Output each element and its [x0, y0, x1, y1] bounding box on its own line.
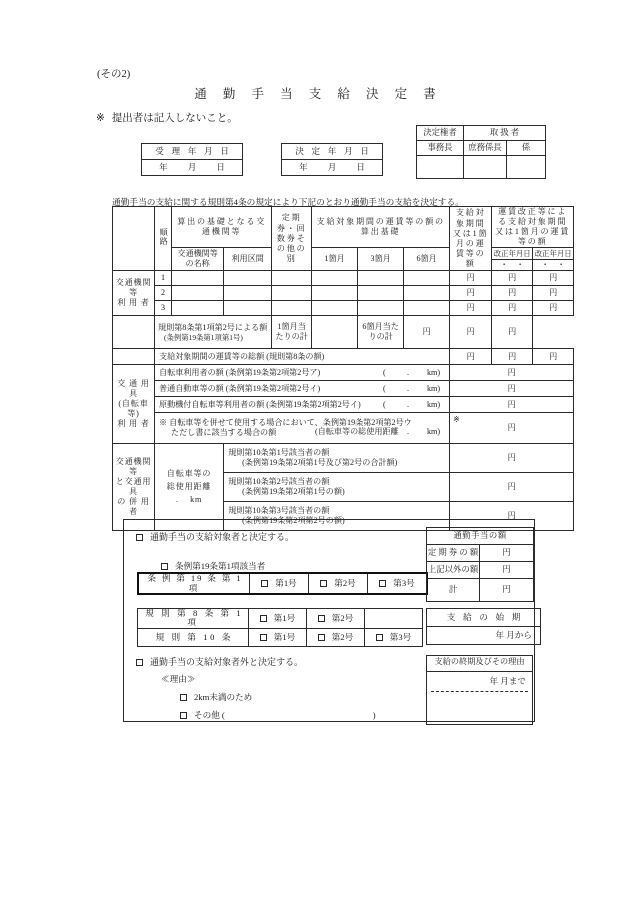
checkbox-kisoku8-item-1[interactable] — [260, 615, 267, 622]
receipt-day: 日 — [216, 161, 225, 172]
main-header-period-amount: 支給対象期間又は1箇月の運賃等の額 — [450, 207, 492, 271]
main-header-m6: 6箇月 — [404, 248, 450, 271]
checkbox-kisoku10-item-1[interactable] — [260, 634, 267, 641]
cell-section-3[interactable] — [224, 301, 272, 316]
allowance-total-label: 計 — [427, 579, 480, 602]
decision-month: 月 — [327, 161, 337, 172]
vehicle-row-2-paren: ( — [383, 383, 386, 393]
main-header-m1: 1箇月 — [312, 248, 358, 271]
route-no-1: 1 — [155, 271, 172, 286]
cell-m6-3[interactable] — [404, 301, 450, 316]
cell-period-3[interactable]: 円 — [450, 301, 492, 316]
cell-period-2[interactable]: 円 — [450, 286, 492, 301]
payment-end-value: 年 月まで — [489, 676, 526, 686]
vehicle-row-2-amount[interactable]: 円 — [450, 381, 574, 397]
vehicle-row-1-dot: . — [407, 367, 410, 377]
payment-end-divider — [431, 691, 528, 692]
cell-ticket-3[interactable] — [272, 301, 312, 316]
cell-m1-2[interactable] — [312, 286, 358, 301]
authority-stamp-cell-2[interactable] — [464, 156, 507, 179]
jourei-item-1[interactable]: 第1号 — [250, 573, 309, 594]
jourei-item-3[interactable]: 第3号 — [368, 573, 428, 594]
kisoku8-label: 規 則 第 8 条 第 1 項 — [138, 609, 249, 629]
checkbox-kisoku10-item-3[interactable] — [376, 634, 383, 641]
receipt-date-label: 受 理 年 月 日 — [142, 144, 243, 160]
cell-period-1[interactable]: 円 — [450, 271, 492, 286]
decision-option-eligible-label: 通勤手当の支給対象者と決定する。 — [150, 532, 295, 542]
decision-date-box — [281, 143, 383, 176]
kisoku8-item-2[interactable]: 第2号 — [307, 609, 365, 629]
checkbox-jourei-item-2[interactable] — [320, 580, 327, 587]
decision-option-ineligible-label: 通勤手当の支給対象者外と決定する。 — [150, 657, 304, 667]
reason-option-other-label: その他 ( — [194, 710, 225, 720]
checkbox-kisoku8-item-2[interactable] — [318, 615, 325, 622]
vehicle-row-1-amount[interactable]: 円 — [450, 365, 574, 381]
authority-stamp-cell-3[interactable] — [507, 156, 546, 179]
main-header-blank — [113, 207, 155, 271]
notice-text: 提出者は記入しないこと。 — [111, 113, 238, 124]
decision-date-value[interactable] — [282, 160, 383, 176]
checkbox-ineligible[interactable] — [136, 659, 143, 666]
cell-rev1-2[interactable]: 円 — [492, 286, 533, 301]
combined-total-distance[interactable]: 自転車等の 総使用距離 . km — [155, 444, 224, 531]
allowance-other-value[interactable]: 円 — [480, 562, 534, 579]
vehicle-row-3-amount[interactable]: 円 — [450, 397, 574, 413]
cell-rev1-1[interactable]: 円 — [492, 271, 533, 286]
vehicle-row-1: 自転車利用者の額 (条例第19条第2項第2号ア) ( . km) — [155, 365, 450, 381]
checkbox-reason-other[interactable] — [180, 712, 187, 719]
checkbox-eligible[interactable] — [136, 534, 143, 541]
main-header-ticket-type: 定期券・回数券その他の別 — [272, 207, 312, 271]
main-header-basis-name: 交通機関等の名称 — [172, 248, 224, 271]
allowance-pass-label: 定 期 券 の 額 — [427, 545, 480, 562]
authority-stamp-cell-1[interactable] — [417, 156, 464, 179]
rule8-rev1[interactable]: 円 — [450, 316, 492, 349]
main-header-revision-date-1: 改正年月日 ・ ・ — [492, 248, 533, 271]
vehicle-note-mark-icon: ※ — [453, 415, 460, 425]
main-header-revision-date-2: 改正年月日 ・ ・ — [533, 248, 574, 271]
vehicle-row-3: 原動機付自転車等利用者の額 (条例第19条第2項第2号イ) ( . km) — [155, 397, 450, 413]
authority-box — [416, 125, 546, 179]
total-spacer — [113, 349, 155, 365]
decision-option-eligible[interactable] — [136, 530, 294, 543]
cell-section-2[interactable] — [224, 286, 272, 301]
combined-row-1: 規則第10条第1号該当者の額 (条例第19条第2項第1号及び第2号の合計額) — [224, 444, 450, 473]
receipt-date-box — [141, 143, 243, 176]
total-label: 支給対象期間の運賃等の総額 (規則第8条の額) — [155, 349, 450, 365]
jourei-article-label: 条 例 第 19 条 第 1 項 — [138, 573, 250, 594]
kisoku10-item-1[interactable]: 第1号 — [249, 628, 307, 646]
payment-start-title: 支 給 の 始 期 — [427, 609, 541, 627]
reason-option-other[interactable] — [180, 709, 376, 721]
vehicle-note: ※ 自転車等を併せて使用する場合において、条例第19条第2項第2号ウ ただし書に該当する場合の額 (自転車等の総使用距離 . km) — [155, 413, 450, 444]
receipt-date-value[interactable] — [142, 160, 243, 176]
cell-rev2-3[interactable]: 円 — [533, 301, 574, 316]
kisoku10-label: 規 則 第 10 条 — [138, 628, 249, 646]
form-number: (その2) — [97, 69, 131, 80]
intro-sentence: 通勤手当の支給に関する規則第4条の規定により下記のとおり通勤手当の支給を決定する。 — [112, 197, 464, 207]
combined-row-2-amount[interactable]: 円 — [450, 473, 574, 502]
rule8-rev2[interactable]: 円 — [492, 316, 533, 349]
jourei-item-2[interactable]: 第2号 — [309, 573, 368, 594]
vehicle-row-3-paren: ( — [383, 399, 386, 409]
decision-option-jourei19-label: 条例第19条第1項該当者 — [175, 561, 266, 571]
combined-row-3: 規則第10条第3号該当者の額 (条例第19条第2項第2号の額) — [224, 502, 450, 531]
main-header-revision: 運賃改正等による支給対象期間又は1箇月の運賃等の額 — [492, 207, 574, 248]
receipt-year: 年 — [159, 161, 168, 172]
cell-ticket-1[interactable] — [272, 271, 312, 286]
total-period-amount[interactable]: 円 — [450, 349, 492, 365]
main-header-m3: 3箇月 — [358, 248, 404, 271]
cell-m3-1[interactable] — [358, 271, 404, 286]
cell-m3-2[interactable] — [358, 286, 404, 301]
decision-day: 日 — [356, 161, 365, 172]
cell-rev2-1[interactable]: 円 — [533, 271, 574, 286]
reason-other-paren-close: ) — [372, 710, 376, 720]
total-rev2[interactable]: 円 — [533, 349, 574, 365]
cell-m6-2[interactable] — [404, 286, 450, 301]
allowance-other-label: 上記以外の額 — [427, 562, 480, 579]
main-header-basis: 算出の基礎となる交通機関等 — [172, 207, 272, 248]
allowance-total-value[interactable]: 円 — [480, 579, 534, 602]
vehicle-note-amount[interactable]: ※ 円 — [450, 413, 574, 444]
authority-col1-sub: 事務長 — [417, 141, 464, 156]
combined-row-1-amount[interactable]: 円 — [450, 444, 574, 473]
notice-mark-icon: ※ — [96, 113, 105, 124]
main-header-route: 順路 — [155, 207, 172, 271]
vehicle-row-3-unit: km) — [427, 399, 441, 409]
reason-option-distance-label: 2km未満のため — [194, 692, 253, 702]
vehicle-row-2: 普通自動車等の額 (条例第19条第2項第2号イ) ( . km) — [155, 381, 450, 397]
cell-name-1[interactable] — [172, 271, 224, 286]
payment-start-value[interactable]: 年 月から — [427, 627, 541, 645]
main-header-basis-section: 利用区間 — [224, 248, 272, 271]
cell-m1-3[interactable] — [312, 301, 358, 316]
vehicle-note-paren: (自転車等の総使用距離 — [315, 427, 399, 437]
authority-col1-header: 決定権者 — [417, 126, 464, 141]
decision-option-jourei19[interactable] — [161, 560, 265, 572]
decision-year: 年 — [299, 161, 308, 172]
rule8-label: 規則第8条第1項第2号による額 (条例第19条第1項第1号) — [155, 316, 272, 349]
cell-m3-3[interactable] — [358, 301, 404, 316]
vehicle-row-3-dot: . — [407, 399, 410, 409]
notice-line — [96, 110, 238, 125]
vehicle-row-1-unit: km) — [427, 367, 441, 377]
combined-row-2: 規則第10条第2号該当者の額 (条例第19条第2項第1号の額) — [224, 473, 450, 502]
vehicle-row-2-unit: km) — [427, 383, 441, 393]
row-label-vehicle-user: 交 通 用 具 (自転車等) 利 用 者 — [113, 365, 155, 444]
cell-ticket-2[interactable] — [272, 286, 312, 301]
decision-date-label: 決 定 年 月 日 — [282, 144, 383, 160]
row-label-transit-user: 交通機関等 利 用 者 — [113, 271, 155, 316]
kisoku10-item-3[interactable]: 第3号 — [365, 628, 423, 646]
cell-name-3[interactable] — [172, 301, 224, 316]
authority-col3-sub: 係 — [507, 141, 546, 156]
cell-section-1[interactable] — [224, 271, 272, 286]
subtotal-6m-cell: 6箇月当たりの計 — [358, 316, 404, 349]
row-label-combined-user: 交通機関等 と交通用具 の 併 用 者 — [113, 444, 155, 531]
subtotal-1m-cell: 1箇月当たりの計 — [272, 316, 312, 349]
payment-end-body[interactable] — [426, 672, 533, 725]
subtotal-blank-cell[interactable] — [312, 316, 358, 349]
cell-m1-1[interactable] — [312, 271, 358, 286]
main-header-fare-basis: 支給対象期間の運賃等の額の算出基礎 — [312, 207, 450, 248]
vehicle-note-dot: . — [407, 427, 410, 437]
cell-name-2[interactable] — [172, 286, 224, 301]
payment-end-title: 支給の終期及びその理由 — [426, 655, 533, 672]
rule8-period-amount[interactable]: 円 — [404, 316, 450, 349]
allowance-pass-value[interactable]: 円 — [480, 545, 534, 562]
vehicle-note-unit: km) — [427, 427, 441, 437]
cell-rev1-3[interactable]: 円 — [492, 301, 533, 316]
vehicle-row-1-paren: ( — [383, 367, 386, 377]
authority-col23-header: 取 扱 者 — [464, 126, 546, 141]
cell-m6-1[interactable] — [404, 271, 450, 286]
rule8-spacer — [113, 316, 155, 349]
payment-end-box — [426, 655, 533, 725]
allowance-amount-title: 通勤手当の額 — [427, 528, 534, 545]
main-calculation-table — [112, 206, 574, 531]
cell-rev2-2[interactable]: 円 — [533, 286, 574, 301]
receipt-month: 月 — [187, 161, 197, 172]
checkbox-kisoku10-item-2[interactable] — [318, 634, 325, 641]
authority-col2-sub: 庶務係長 — [464, 141, 507, 156]
allowance-amount-box — [426, 527, 534, 602]
checkbox-jourei-item-3[interactable] — [379, 580, 386, 587]
checkbox-jourei-item-1[interactable] — [261, 580, 268, 587]
kisoku-article-box — [137, 608, 423, 647]
reason-option-distance[interactable] — [180, 691, 252, 703]
payment-start-box — [426, 608, 541, 645]
kisoku8-empty-cell — [365, 609, 423, 629]
vehicle-row-2-dot: . — [407, 383, 410, 393]
kisoku8-item-1[interactable]: 第1号 — [249, 609, 307, 629]
decision-option-ineligible[interactable] — [136, 655, 303, 668]
route-no-3: 3 — [155, 301, 172, 316]
route-no-2: 2 — [155, 286, 172, 301]
combined-row-3-amount[interactable]: 円 — [450, 502, 574, 531]
checkbox-jourei19[interactable] — [161, 563, 168, 570]
jourei-article-box — [137, 572, 428, 595]
reason-heading: ≪理由≫ — [161, 674, 196, 684]
page-title: 通 勤 手 当 支 給 決 定 書 — [194, 87, 443, 101]
kisoku10-item-2[interactable]: 第2号 — [307, 628, 365, 646]
total-rev1[interactable]: 円 — [492, 349, 533, 365]
checkbox-reason-distance[interactable] — [180, 694, 187, 701]
